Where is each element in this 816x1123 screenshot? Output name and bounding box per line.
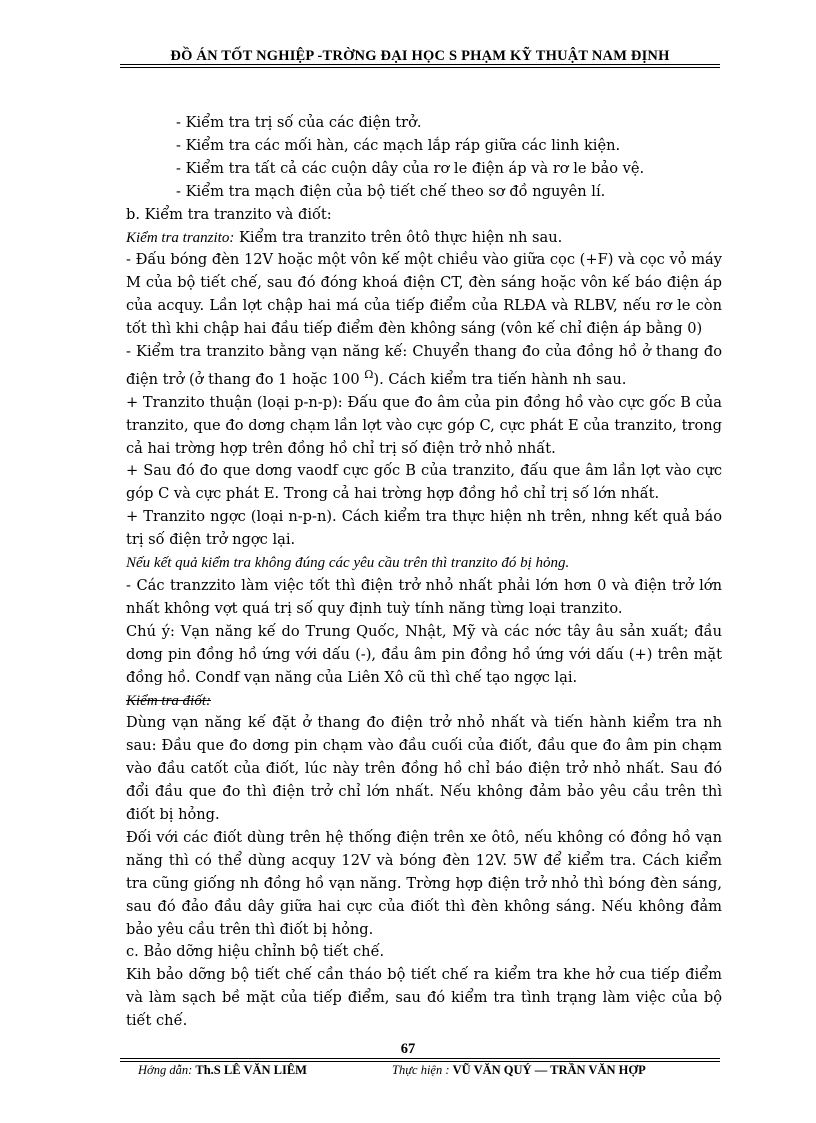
diot-heading-line xyxy=(126,690,722,713)
paragraph: Đối với các điốt dùng trên hệ thống điện trên xe ôtô, nếu không có đồng hồ vạn năng thì có thể dùng acquy 12V và bóng đèn 12V. 5W để kiểm tra. Cách kiểm tra cũng giống nh đồng hồ vạn năng. Trờng hợp điện trở nhỏ thì bóng đèn sáng, sau đó đảo đầu dây giữa hai cực của điốt thì đèn không sáng. Nếu không đảm bảo yêu cầu trên thì điốt bị hỏng. xyxy=(126,828,722,938)
footer-advisor xyxy=(138,1063,307,1078)
tranzito-label: Kiểm tra tranzito: xyxy=(126,229,235,246)
document-body xyxy=(126,112,722,1033)
author-name: VŨ VĂN QUÝ — TRẦN VĂN HỢP xyxy=(452,1063,646,1077)
paragraph: c. Bảo dỡng hiệu chỉnh bộ tiết chế. xyxy=(126,943,385,961)
tranzito-intro xyxy=(126,227,722,250)
ohm-symbol: Ω xyxy=(364,367,374,381)
paragraph: + Tranzito thuận (loại p-n-p): Đấu que đo âm của pin đồng hồ vào cực gốc B của tranzito, que đo dơng chạm lần lợt vào cực góp C, cực phát E của tranzito, trong cả hai trờng hợp trên đồng hồ chỉ trị số điện trở nhỏ nhất. xyxy=(126,393,722,457)
paragraph: Kih bảo dỡng bộ tiết chế cần tháo bộ tiết chế ra kiểm tra khe hở cua tiếp điểm và làm sạch bề mặt của tiếp điểm, sau đó kiểm tra tình trạng làm việc của bộ tiết chế. xyxy=(126,966,722,1030)
paragraph: Dùng vạn năng kế đặt ở thang đo điện trở nhỏ nhất và tiến hành kiểm tra nh sau: Đầu que đo dơng pin chạm vào đầu cuối của điốt, đầu que đo âm pin chạm vào đầu catốt của điốt, lúc này trên đồng hồ chỉ báo điện trở nhỏ nhất. Sau đó đổi đầu que đo thì điện trở chỉ lớn nhất. Nếu không đảm bảo yêu cầu trên thì điốt bị hỏng. xyxy=(126,714,722,824)
header-rule-2 xyxy=(120,67,720,68)
tranzito-intro-text: Kiểm tra tranzito trên ôtô thực hiện nh sau. xyxy=(234,228,563,246)
paragraph: + Sau đó đo que dơng vaodf cực gốc B của tranzito, đấu que âm lần lợt vào cực góp C và cực phát E. Trong cả hai trờng hợp đồng hồ chỉ trị số lớn nhất. xyxy=(126,462,722,503)
paragraph: - Đấu bóng đèn 12V hoặc một vôn kế một chiều vào giữa cọc (+F) và cọc vỏ máy M của bộ tiết chế, sau đó đóng khoá điện CT, đèn sáng hoặc vôn kế báo điện áp của acquy. Lần lợt chập hai má của tiếp điểm của RLĐA và RLBV, nếu rơ le còn tốt thì khi chập hai đầu tiếp điểm đèn không sáng (vôn kế chỉ điện áp bằng 0) xyxy=(126,251,722,338)
paragraph xyxy=(126,341,722,392)
section-heading-b: b. Kiểm tra tranzito và điốt: xyxy=(126,205,332,223)
check-item-1: - Kiểm tra trị số của các điện trở. xyxy=(176,114,422,131)
page-number: 67 xyxy=(400,1041,416,1057)
paragraph: Chú ý: Vạn năng kế do Trung Quốc, Nhật, Mỹ và các nớc tây âu sản xuất; đầu dơng pin đồng hồ ứng với dấu (-), đầu âm pin đồng hồ ứng với dấu (+) trên mặt đồng hồ. Condf vạn năng của Liên Xô cũ thì chế tạo ngợc lại. xyxy=(126,622,722,686)
footer-rule-2 xyxy=(120,1061,720,1062)
diot-label: Kiểm tra điốt: xyxy=(126,692,211,709)
paragraph-part: - Kiểm tra tranzito bằng vạn năng kế: Chuyển thang đo của đồng hồ ở thang đo điện trở (ở thang đo 1 hoặc 100 xyxy=(126,343,722,388)
advisor-label: Hớng dẫn: xyxy=(138,1063,196,1077)
paragraph: + Tranzito ngợc (loại n-p-n). Cách kiểm tra thực hiện nh trên, nhng kết quả báo trị số điện trở ngợc lại. xyxy=(126,508,722,549)
page-header: ĐỒ ÁN TỐT NGHIỆP -TRỜNG ĐẠI HỌC S PHẠM KỸ THUẬT NAM ĐỊNH xyxy=(170,48,670,64)
paragraph: - Các tranzzito làm việc tốt thì điện trở nhỏ nhất phải lớn hơn 0 và điện trở lớn nhất không vợt quá trị số quy định tuỳ tính năng từng loại tranzito. xyxy=(126,576,722,617)
check-item-3: - Kiểm tra tất cả các cuộn dây của rơ le điện áp và rơ le bảo vệ. xyxy=(176,159,645,177)
check-item-4: - Kiểm tra mạch điện của bộ tiết chế theo sơ đồ nguyên lí. xyxy=(176,182,606,200)
paragraph-part: ). Cách kiểm tra tiến hành nh sau. xyxy=(373,370,627,388)
author-label: Thực hiện : xyxy=(392,1063,453,1077)
header-rule xyxy=(120,64,720,65)
italic-note: Nếu kết quả kiểm tra không đúng các yêu cầu trên thì tranzito đó bị hỏng. xyxy=(126,555,570,572)
advisor-name: Th.S LÊ VĂN LIÊM xyxy=(195,1063,307,1077)
footer-author xyxy=(392,1063,646,1078)
footer-rule xyxy=(120,1058,720,1059)
check-item-2: - Kiểm tra các mối hàn, các mạch lắp ráp giữa các linh kiện. xyxy=(176,136,621,154)
